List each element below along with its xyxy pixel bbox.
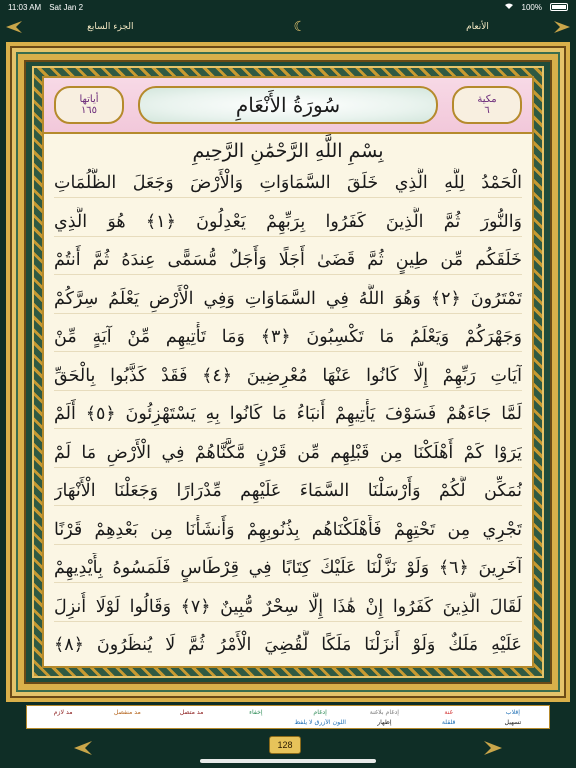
- verse-line[interactable]: آخَرِينَ ﴿٦﴾ وَلَوْ نَزَّلْنَا عَلَيْكَ كِتَابًا فِي قِرْطَاسٍ فَلَمَسُوهُ بِأَيْدِيهِمْ: [54, 553, 522, 583]
- revelation-medallion: [452, 86, 522, 124]
- next-page-icon[interactable]: [548, 17, 576, 37]
- verse-line[interactable]: آيَاتِ رَبِّهِمْ إِلَّا كَانُوا عَنْهَا مُعْرِضِينَ ﴿٤﴾ فَقَدْ كَذَّبُوا بِالْحَقِّ: [54, 361, 522, 391]
- verse-line[interactable]: وَالنُّورَ ثُمَّ الَّذِينَ كَفَرُوا بِرَبِّهِمْ يَعْدِلُونَ ﴿١﴾ هُوَ الَّذِي: [54, 207, 522, 237]
- verse-line[interactable]: الْحَمْدُ لِلَّهِ الَّذِي خَلَقَ السَّمَاوَاتِ وَالْأَرْضَ وَجَعَلَ الظُّلُمَاتِ: [54, 168, 522, 198]
- revelation-label: مكية: [477, 94, 497, 105]
- crescent-moon-icon[interactable]: ☾: [293, 19, 307, 35]
- legend-item: قلقلة: [441, 718, 456, 726]
- surah-title-band: [44, 78, 532, 134]
- verse-line[interactable]: لَقَالَ الَّذِينَ كَفَرُوا إِنْ هَٰذَا إِلَّا سِحْرٌ مُّبِينٌ ﴿٧﴾ وَقَالُوا لَوْلَا أُنزِلَ: [54, 592, 522, 622]
- verse-line[interactable]: تَجْرِي مِن تَحْتِهِمْ فَأَهْلَكْنَاهُم بِذُنُوبِهِمْ وَأَنشَأْنَا مِن بَعْدِهِمْ قَرْنًا: [54, 515, 522, 545]
- mushaf-frame: [6, 42, 570, 702]
- ayah-count: ١٦٥: [80, 105, 98, 116]
- legend-item: تسهيل: [504, 718, 522, 726]
- legend-item: مد متصل: [179, 708, 204, 716]
- legend-item: إدغام: [313, 708, 327, 716]
- legend-item: إقلاب: [505, 708, 520, 716]
- surah-title: سُورَةُ الأَنْعَامِ: [235, 93, 341, 117]
- juz-label: الجزء السابع: [87, 22, 134, 32]
- footer-next-icon[interactable]: [482, 738, 504, 763]
- ayah-count-label: أياتها: [79, 94, 99, 105]
- status-time: 11:03 AM: [8, 2, 42, 12]
- legend-item: إظهار: [377, 718, 392, 726]
- legend-item: إدغام بلاغنة: [369, 708, 399, 716]
- wifi-icon: [504, 2, 514, 12]
- verse-line[interactable]: نُمَكِّن لَّكُمْ وَأَرْسَلْنَا السَّمَاءَ عَلَيْهِم مِّدْرَارًا وَجَعَلْنَا الْأَنْهَارَ: [54, 476, 522, 506]
- verse-line[interactable]: خَلَقَكُم مِّن طِينٍ ثُمَّ قَضَىٰ أَجَلًا وَأَجَلٌ مُّسَمًّى عِندَهُ ثُمَّ أَنتُمْ: [54, 245, 522, 275]
- verse-lines: [54, 168, 522, 660]
- surah-name-label: الأنعام: [466, 22, 489, 32]
- basmala: بِسْمِ اللَّهِ الرَّحْمَٰنِ الرَّحِيمِ: [192, 140, 384, 162]
- home-indicator[interactable]: [200, 759, 376, 763]
- status-date: Sat Jan 2: [49, 2, 84, 12]
- battery-icon: [550, 3, 568, 11]
- battery-percent: 100%: [521, 2, 542, 12]
- status-bar: [0, 0, 576, 14]
- quran-page: [42, 76, 534, 668]
- prev-page-icon[interactable]: [0, 17, 28, 37]
- verse-line[interactable]: وَجَهْرَكُمْ وَيَعْلَمُ مَا تَكْسِبُونَ ﴿٣﴾ وَمَا تَأْتِيهِم مِّنْ آيَةٍ مِّنْ: [54, 322, 522, 352]
- footer-prev-icon[interactable]: [72, 738, 94, 763]
- legend-item: مد منفصل: [113, 708, 141, 716]
- revelation-number: ٦: [484, 105, 490, 116]
- verse-line[interactable]: يَرَوْا كَمْ أَهْلَكْنَا مِن قَبْلِهِم مِّن قَرْنٍ مَّكَّنَّاهُمْ فِي الْأَرْضِ مَا لَمْ: [54, 438, 522, 468]
- surah-title-cartouche: [138, 86, 438, 124]
- verse-line[interactable]: تَمْتَرُونَ ﴿٢﴾ وَهُوَ اللَّهُ فِي السَّمَاوَاتِ وَفِي الْأَرْضِ يَعْلَمُ سِرَّكُمْ: [54, 284, 522, 314]
- legend-item: إخفاء: [249, 708, 263, 716]
- page-number[interactable]: 128: [269, 736, 301, 754]
- tajweed-legend: [26, 705, 550, 729]
- verse-line[interactable]: لَمَّا جَاءَهُمْ فَسَوْفَ يَأْتِيهِمْ أَنبَاءُ مَا كَانُوا بِهِ يَسْتَهْزِئُونَ ﴿٥﴾ أَلَمْ: [54, 399, 522, 429]
- legend-item: اللون الأزرق لا يلفظ: [294, 718, 346, 726]
- legend-item: غنة: [444, 708, 453, 716]
- ayah-count-medallion: [54, 86, 124, 124]
- verse-line[interactable]: عَلَيْهِ مَلَكٌ وَلَوْ أَنزَلْنَا مَلَكًا لَّقُضِيَ الْأَمْرُ ثُمَّ لَا يُنظَرُونَ ﴿٨﴾: [54, 635, 522, 655]
- legend-item: مد لازم: [53, 708, 73, 716]
- page-header: [0, 14, 576, 40]
